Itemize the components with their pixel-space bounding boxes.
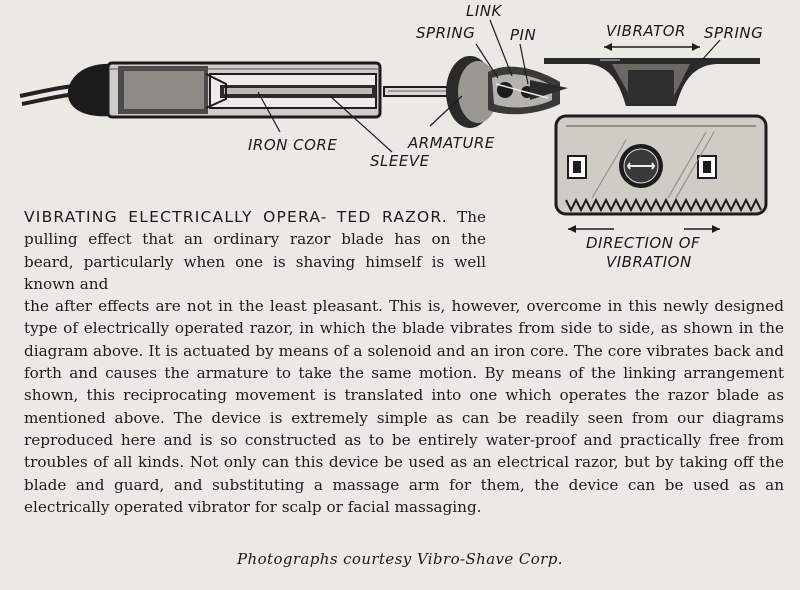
label-armature: ARMATURE [408,134,495,152]
label-link: LINK [466,2,502,20]
link-assembly [446,56,568,128]
label-direction-line1: DIRECTION OF [586,234,701,252]
vibrator-arrow [604,43,700,51]
power-cord [20,86,76,104]
handle-cap [68,64,112,116]
article-main-text: the after effects are not in the least pleasant. This is, however, overcome in this newly designed type of electrically operated razor, in which the blade vibrates from side to side, as shown in the diagram above. It is actuated by means of a solenoid and an iron core. The core vibrates back and forth and causes the armature to take the same motion. By means of the linking arrangement shown, this reciprocating movement is translated into one which operates the razor blade as mentioned above. The device is extremely simple as can be readily seen from our diagrams reproduced here and is so constructed as to be entirely water-proof and practically free from troubles of all kinds. Not only can this device be used as an electrical razor, but by taking off the blade and guard, and substituting a massage arm for them, the device can be used as an electrically operated vibrator for scalp or facial massaging. [24,297,784,516]
headline-line2: TED RAZOR. [336,208,448,226]
photo-credit: Photographs courtesy Vibro-Shave Corp. [237,550,563,568]
label-direction-line2: VIBRATION [606,253,692,271]
label-spring-right: SPRING [704,24,764,42]
handle-tube [108,63,380,117]
article-intro [24,206,486,295]
intro-text: The pulling effect that an ordinary razor blade has on the beard, particularly when one is shaving himself is well known and [24,208,486,293]
article-body [24,206,784,518]
vibrator-head [544,58,760,106]
blade-plate [556,116,766,214]
armature-rod [384,87,454,96]
label-pin: PIN [510,26,537,44]
label-spring-left: SPRING [416,24,476,42]
label-sleeve: SLEEVE [370,152,430,170]
headline-line1: VIBRATING ELECTRICALLY OPERA- [24,208,328,226]
label-vibrator: VIBRATOR [606,22,686,40]
label-iron-core: IRON CORE [248,136,338,154]
